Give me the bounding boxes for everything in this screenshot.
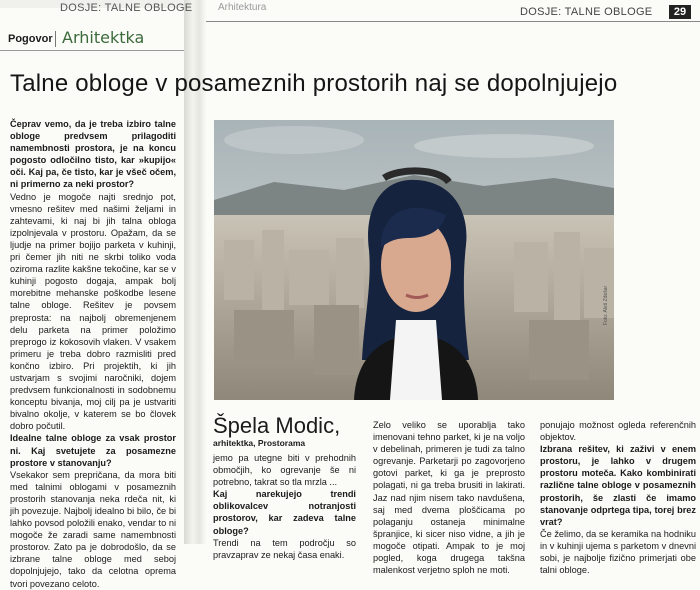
portrait-photo [214, 120, 614, 400]
section-label: Pogovor [8, 33, 53, 45]
interviewee-name: Špela Modic, [213, 413, 341, 438]
intro-question: Čeprav vemo, da je treba izbiro talne obloge predvsem prilagoditi namembnosti prostora, je na koncu pogosto odločilno tisto, kar »kupijo« oči. Kaj pa, če tisto, kar je všeč očem, ni primerno za neki prostor? [10, 119, 176, 190]
text-column-4 [540, 419, 696, 576]
answer-paragraph: ponujajo možnost ogleda referenčnih objektov. [540, 420, 696, 443]
series-title: Arhitektka [62, 28, 145, 47]
page-number: 29 [669, 5, 691, 19]
question-paragraph: Idealne talne obloge za vsak prostor ni. Kaj svetujete za posamezne prostore v stanovanju? [10, 433, 176, 468]
running-head-left: DOSJE: TALNE OBLOGE [60, 2, 193, 14]
header-rule [206, 21, 700, 22]
text-column-2 [213, 452, 356, 560]
section-divider [55, 31, 56, 47]
portrait-image [214, 120, 614, 400]
question-paragraph: Kaj narekujejo trendi oblikovalcev notranjosti prostorov, kar zadeva talne obloge? [213, 489, 356, 536]
text-column-3 [373, 419, 525, 576]
answer-paragraph: Trendi na tem področju so pravzaprav ze nekaj časa enaki. [213, 537, 356, 560]
text-column-1 [10, 118, 176, 589]
answer-paragraph: Vsekakor sem prepričana, da mora biti med talnimi oblogami v posameznih prostorih stanovanja neka rdeča nit, ki jih povezuje. Najbolj idealno bi bilo, če bi lahko povsod položili enako, vendar to ni mogoče že zaradi same namembnosti prostorov. Zato pa je dobrodošlo, da se izbrane talne obloge med seboj dopolnjujejo, tako da celotna oprema tvori povezano celoto. [10, 469, 176, 589]
section-rule [0, 50, 184, 51]
article-headline: Talne obloge v posameznih prostorih naj se dopolnjujejo [10, 70, 618, 97]
answer-paragraph: Zelo veliko se uporablja tako imenovani tehno parket, ki je na voljo v debelinah, primeren je tudi za talno ogrevanje. Parketarji po zagovorjeno gotovi parket, ki ga je preprosto polagati, ni ga treba brusiti in lakirati. Jaz nad njim nisem tako navdušena, saj med dvema ploščicama po polaganju ostaneja minimalne špranjice, ki sicer niso vidne, a jih je mogoče otipati. Ampak to je moj pogled, koga drugega takšna malenkost verjetno sploh ne moti. [373, 420, 525, 576]
interviewee-role: arhitektka, Prostorama [213, 438, 306, 448]
answer-paragraph: jemo pa utegne biti v prehodnih območjih, ko ogrevanje še ni potrebno, takrat so tla mrzla ... [213, 453, 356, 488]
running-head-mid: Arhitektura [218, 2, 267, 13]
answer-paragraph: Vedno je mogoče najti srednjo pot, vmesno rešitev med našimi željami in zahtevami, ki naj bi jih talna obloga izpolnjevala v prostoru. Opažam, da se ljudje na primer bojijo parketa v kuhinji, pri čemer jih niti ne skrbi toliko voda oziroma razlite kakšne tekočine, kar se v kuhinji pogosto dogaja, ampak bolj morebitne mehanske poškodbe lesene talne obloge. Rešitev je povsem preprosta: na najbolj obremenjenem delu parketa na primer položimo preprogo iz kokosovih vlaken. V vsakem primeru je treba dobro razmisliti pred končno izbiro. Pri projektih, ki jih ustvarjam s svojimi naročniki, dojem predvsem funkcionalnosti in sodobnemu konceptu bivanja, moj cilj pa je ustvariti bivalno okolje, v katerem se bo človek dobro počutil. [10, 191, 176, 432]
question-paragraph: Izbrana rešitev, ki zaživi v enem prostoru, je lahko v drugem prostoru moteča. Kako kombinirati različne talne obloge v posameznih prostorih, še zlasti če imamo stanovanje odprtega tipa, torej brez vrat? [540, 444, 696, 527]
running-head-right: DOSJE: TALNE OBLOGE [520, 6, 653, 18]
photo-credit: Foto: Aleš Zdešar [603, 285, 609, 325]
answer-paragraph: Če želimo, da se keramika na hodniku in v kuhinji ujema s parketom v dnevni sobi, je najbolje fizično primerjati obe talni obloge. [540, 528, 696, 576]
